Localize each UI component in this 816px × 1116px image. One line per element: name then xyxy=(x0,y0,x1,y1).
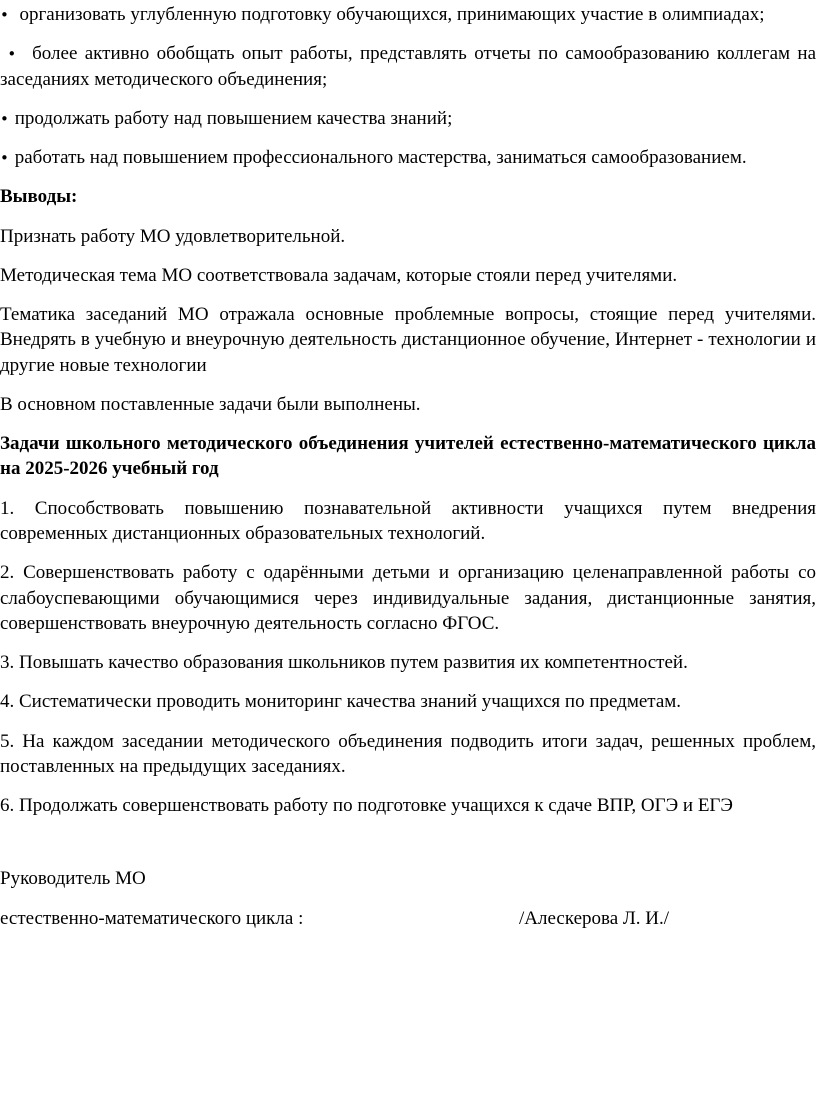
task-item: 1. Способствовать повышению познавательной активности учащихся путем внедрения современных дистанционных образовательных технологий. xyxy=(0,497,816,544)
bullet-item xyxy=(0,145,816,170)
conclusion-paragraph: В основном поставленные задачи были выполнены. xyxy=(0,393,421,415)
signature-title: Руководитель МО xyxy=(0,868,146,890)
bullet-item xyxy=(0,106,816,131)
bullet-text: продолжать работу над повышением качества знаний; xyxy=(14,107,453,129)
conclusion-paragraph: Признать работу МО удовлетворительной. xyxy=(0,225,346,247)
conclusion-paragraph: Тематика заседаний МО отражала основные проблемные вопросы, стоящие перед учителями. Внедрять в учебную и внеурочную деятельность дистанционное обучение, Интернет - технологии и другие новые технологии xyxy=(0,304,816,376)
signature-name: /Алескерова Л. И./ xyxy=(519,907,670,929)
conclusions-heading: Выводы: xyxy=(0,186,78,208)
task-item: 4. Систематически проводить мониторинг качества знаний учащихся по предметам. xyxy=(0,691,682,713)
bullet-item xyxy=(0,2,816,27)
bullet-item xyxy=(0,41,816,92)
document-page xyxy=(0,2,816,932)
task-item: 3. Повышать качество образования школьников путем развития их компетентностей. xyxy=(0,652,688,674)
bullet-icon: • xyxy=(7,45,17,64)
task-item: 2. Совершенствовать работу с одарёнными детьми и организацию целенаправленной работы со слабоуспевающими обучающимися через индивидуальные задания, дистанционные занятия, совершенствовать внеурочную деятельность согласно ФГОС. xyxy=(0,562,816,634)
signature-position: естественно-математического цикла : xyxy=(0,907,304,929)
bullet-icon: • xyxy=(0,149,9,168)
tasks-heading: Задачи школьного методического объединения учителей естественно-математического цикла на 2025-2026 учебный год xyxy=(0,433,816,480)
task-item: 6. Продолжать совершенствовать работу по подготовке учащихся к сдаче ВПР, ОГЭ и ЕГЭ xyxy=(0,795,733,817)
bullet-text: организовать углубленную подготовку обучающихся, принимающих участие в олимпиадах; xyxy=(19,4,765,25)
signature-line xyxy=(0,906,816,932)
bullet-text: более активно обобщать опыт работы, представлять отчеты по самообразованию коллегам на заседаниях методического объединения; xyxy=(0,43,816,90)
bullet-text: работать над повышением профессионального мастерства, заниматься самообразованием. xyxy=(14,147,747,169)
bullet-icon: • xyxy=(0,109,9,128)
bullet-icon: • xyxy=(0,6,9,24)
conclusion-paragraph: Методическая тема МО соответствовала задачам, которые стояли перед учителями. xyxy=(0,264,678,286)
spacer xyxy=(0,832,816,866)
task-item: 5. На каждом заседании методического объединения подводить итоги задач, решенных проблем, поставленных на предыдущих заседаниях. xyxy=(0,730,816,777)
